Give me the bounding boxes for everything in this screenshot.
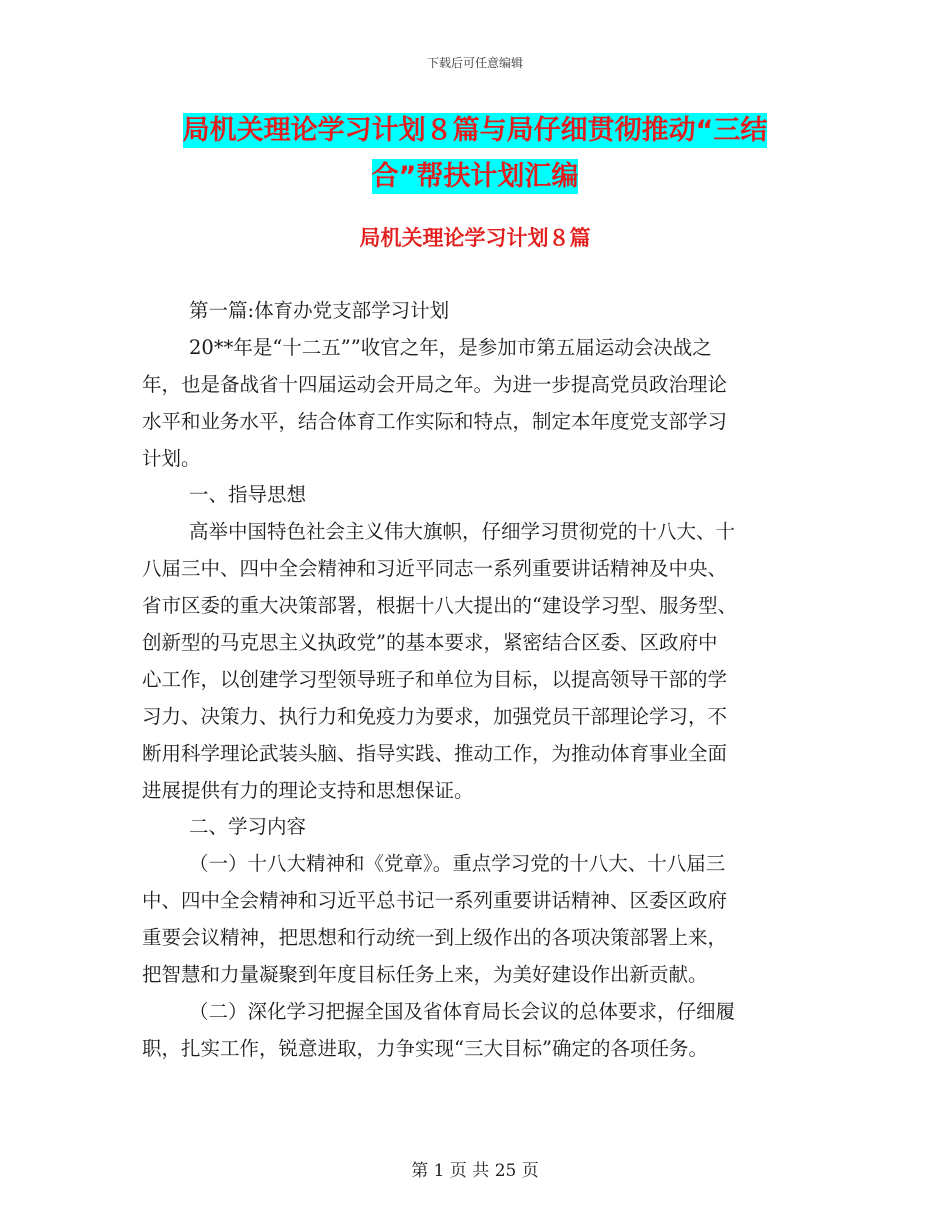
paragraph-line: 重要会议精神，把思想和行动统一到上级作出的各项决策部署上来， <box>142 926 728 950</box>
page-number-footer: 第 1 页 共 25 页 <box>411 1161 539 1181</box>
document-title <box>0 108 950 200</box>
paragraph-line: 高举中国特色社会主义伟大旗帜，仔细学习贯彻党的十八大、十 <box>189 520 736 544</box>
paragraph-line: 心工作，以创建学习型领导班子和单位为目标，以提高领导干部的学 <box>142 667 728 691</box>
paragraph-line: 中、四中全会精神和习近平总书记一系列重要讲话精神、区委区政府 <box>142 889 728 913</box>
document-title-line-1: 局机关理论学习计划８篇与局仔细贯彻推动“三结 <box>182 115 768 146</box>
paragraph-line: 省市区委的重大决策部署，根据十八大提出的“建设学习型、服务型、 <box>142 594 737 618</box>
paragraph-line: 进展提供有力的理论支持和思想保证。 <box>142 778 474 802</box>
paragraph-line: 水平和业务水平，结合体育工作实际和特点，制定本年度党支部学习 <box>142 409 728 433</box>
paragraph-line: 习力、决策力、执行力和免疫力为要求，加强党员干部理论学习，不 <box>142 704 728 728</box>
document-title-line-2: 合”帮扶计划汇编 <box>371 161 579 192</box>
paragraph-line: 年，也是备战省十四届运动会开局之年。为进一步提高党员政治理论 <box>142 372 728 396</box>
paragraph-line: 断用科学理论武装头脑、指导实践、推动工作，为推动体育事业全面 <box>142 741 728 765</box>
paragraph-line: 20**年是“十二五””收官之年，是参加市第五届运动会决战之 <box>189 335 712 359</box>
paragraph-line: 计划。 <box>142 446 201 470</box>
paragraph-line: （一）十八大精神和《党章》。重点学习党的十八大、十八届三 <box>189 852 726 876</box>
section-title: 局机关理论学习计划８篇 <box>359 226 591 250</box>
paragraph-line: 创新型的马克思主义执政党”的基本要求，紧密结合区委、区政府中 <box>142 631 718 655</box>
paragraph-line: 职，扎实工作，锐意进取，力争实现“三大目标”确定的各项任务。 <box>142 1036 708 1060</box>
paragraph-line: 八届三中、四中全会精神和习近平同志一系列重要讲话精神及中央、 <box>142 557 728 581</box>
subsection-heading: 一、指导思想 <box>189 483 307 507</box>
document-body <box>142 293 810 1068</box>
paragraph-line: 把智慧和力量凝聚到年度目标任务上来，为美好建设作出新贡献。 <box>142 963 708 987</box>
subsection-heading: 二、学习内容 <box>189 815 307 839</box>
chapter-heading: 第一篇:体育办党支部学习计划 <box>189 299 450 322</box>
page-header-note: 下载后可任意编辑 <box>426 56 523 70</box>
paragraph-line: （二）深化学习把握全国及省体育局长会议的总体要求，仔细履 <box>189 999 736 1023</box>
